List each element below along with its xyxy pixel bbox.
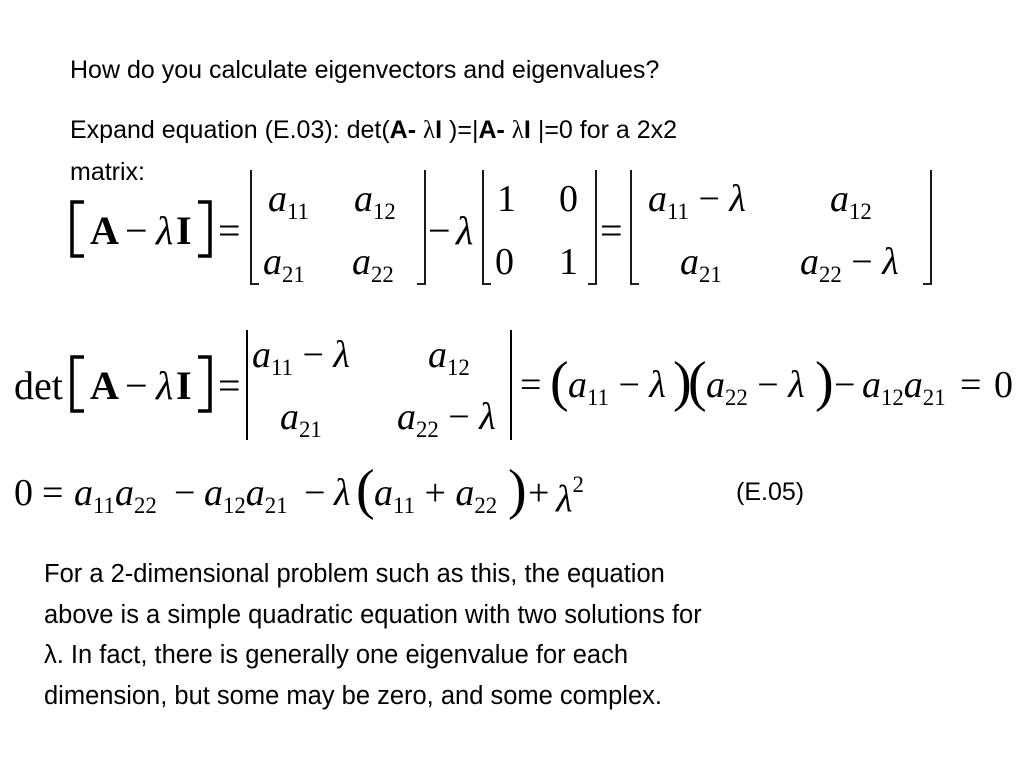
product-a12-a21 [862,366,946,410]
result-entry-21 [680,243,722,287]
paragraph-line: above is a simple quadratic equation with two solutions for [44,600,702,629]
product-a12-a21 [204,474,288,518]
var-a: a [352,241,371,283]
subscript: 12 [223,492,246,518]
bold-i-1: I [435,116,443,144]
expand-prefix: Expand equation (E.03): det( [70,116,390,144]
subscript: 21 [264,492,288,518]
var-a: a [263,241,282,283]
det-entry-21 [280,398,322,442]
equals-sign: = [600,208,623,253]
minus-sign: − [125,208,148,253]
minus-sign: − [834,364,856,406]
var-a: a [204,472,223,514]
lambda-symbol: λ [456,208,474,253]
identity-left-bracket [481,170,493,286]
equals-sign: = [218,208,241,253]
minus-sign: − [757,364,779,406]
lambda-symbol: λ [882,241,899,283]
factor-a22-minus-lambda [706,366,805,410]
identity-right-bracket [586,170,598,286]
subscript: 22 [133,492,157,518]
paragraph-line: For a 2-dimensional problem such as this, the equation [44,560,665,588]
subscript: 11 [287,198,309,224]
det-entry-12 [428,336,470,380]
a12-entry [354,180,396,224]
a11-entry [268,180,309,224]
minus-sign: − [698,178,720,220]
lambda-symbol: λ [556,478,573,521]
subscript: 22 [819,261,842,287]
var-a: a [800,241,819,283]
lambda-symbol: λ [156,363,174,408]
var-a: a [568,364,587,406]
identity-entry-21: 0 [495,241,514,283]
lambda-symbol: λ [788,364,805,406]
result-entry-11 [648,180,746,224]
result-right-bracket [921,170,933,286]
lambda-2: λ [511,117,524,144]
zero: 0 [14,472,33,514]
minus-sign: − [304,472,326,514]
subscript: 11 [93,492,115,518]
subscript: 21 [299,416,322,442]
plus-sign: + [424,472,446,514]
exponent: 2 [572,472,584,497]
determinant-left-bar [246,330,248,440]
matrix-a-right-bracket [415,170,427,286]
lambda-symbol: λ [334,472,351,514]
product-a11-a22 [74,474,157,518]
lambda-symbol: λ [479,396,496,438]
bold-a-2: A- [478,116,505,144]
subscript: 22 [474,492,498,518]
lambda-1: λ [423,117,436,144]
plus-sign: + [528,472,550,514]
equals-sign: = [218,363,241,408]
bold-i-2: I [523,116,531,144]
page-title: How do you calculate eigenvectors and eigenvalues? [70,56,660,84]
subscript: 11 [271,354,293,380]
det-entry-11 [252,336,350,380]
right-parenthesis: ) [815,351,834,413]
equals-sign: = [520,364,542,406]
equals-sign: = [960,364,982,406]
equation-label: (E.05) [736,478,805,506]
expand-line-2: matrix: [70,158,145,186]
var-a: a [862,364,881,406]
var-a: a [830,178,849,220]
paragraph-line: λ. In fact, there is generally one eigenvalue for each [44,641,629,669]
matrix-a-symbol: A [90,208,119,253]
minus-sign: − [302,334,324,376]
subscript: 12 [373,198,396,224]
identity-entry-11: 1 [497,178,516,220]
matrix-a-symbol: A [90,363,119,408]
left-parenthesis: ( [356,459,375,521]
right-square-bracket [196,355,216,415]
sum-a11-a22 [374,474,497,518]
a22-entry [352,243,394,287]
subscript: 12 [849,198,872,224]
var-a: a [74,472,93,514]
identity-i-symbol: I [176,208,192,253]
left-square-bracket [68,200,88,260]
left-parenthesis: ( [550,351,569,413]
equals-sign: = [42,472,64,514]
subscript: 11 [667,198,689,224]
determinant-right-bar [510,330,512,440]
a21-entry [263,243,305,287]
expand-mid: )=| [442,116,479,144]
lambda-symbol: λ [156,208,174,253]
subscript: 21 [922,384,946,410]
minus-sign: − [428,208,451,253]
var-a: a [245,472,265,514]
bold-a-1: A- [389,116,417,144]
subscript: 22 [371,261,394,287]
var-a: a [354,178,373,220]
det-entry-22 [397,398,496,442]
subscript: 22 [416,416,439,442]
right-parenthesis: ) [673,351,692,413]
var-a: a [428,334,447,376]
left-square-bracket [68,355,88,415]
factor-a11-minus-lambda [568,366,666,410]
lambda-symbol: λ [333,334,350,376]
lambda-squared [556,472,584,521]
var-a: a [903,364,923,406]
lambda-symbol: λ [729,178,746,220]
left-parenthesis: ( [688,351,707,413]
minus-sign: − [448,396,470,438]
zero: 0 [994,364,1013,406]
det-operator: det [14,363,63,408]
var-a: a [252,334,271,376]
identity-entry-12: 0 [559,178,578,220]
right-parenthesis: ) [508,459,527,521]
var-a: a [706,364,725,406]
explanation-paragraph [44,554,1004,716]
result-entry-22 [800,243,899,287]
minus-sign: − [174,472,196,514]
result-left-bracket [629,170,641,286]
paragraph-line: dimension, but some may be zero, and some complex. [44,681,662,710]
subscript: 12 [447,354,470,380]
var-a: a [680,241,699,283]
result-entry-12 [830,180,872,224]
subscript: 11 [393,492,415,518]
var-a: a [455,472,475,514]
lambda-symbol: λ [649,364,666,406]
matrix-a-left-bracket [249,170,261,286]
var-a: a [648,178,667,220]
expand-suffix: |=0 for a 2x2 [530,116,678,144]
var-a: a [397,396,416,438]
subscript: 21 [699,261,722,287]
identity-entry-22: 1 [559,241,578,283]
var-a: a [114,472,134,514]
var-a: a [268,178,287,220]
subscript: 12 [881,384,904,410]
subscript: 22 [725,384,748,410]
expand-equation-line [70,118,677,143]
right-square-bracket [196,200,216,260]
minus-sign: − [851,241,873,283]
minus-sign: − [618,364,640,406]
var-a: a [280,396,299,438]
subscript: 21 [282,261,305,287]
var-a: a [374,472,393,514]
subscript: 11 [587,384,609,410]
minus-sign: − [125,363,148,408]
identity-i-symbol: I [176,363,192,408]
